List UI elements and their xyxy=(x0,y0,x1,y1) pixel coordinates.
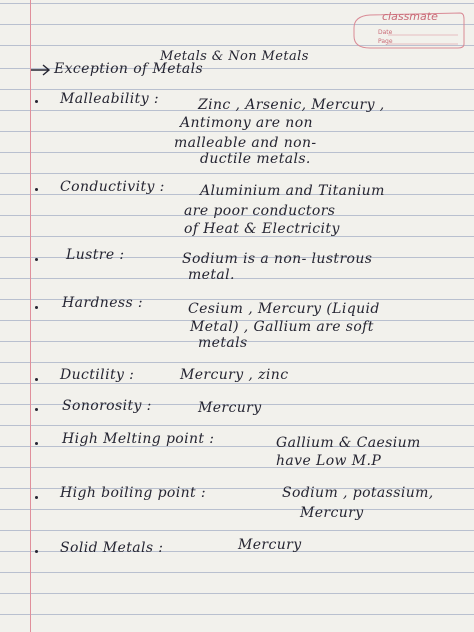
bullet-dot xyxy=(35,550,38,553)
term-high-boiling-point: High boiling point : xyxy=(60,485,207,501)
item-line: metal. xyxy=(188,267,235,283)
item-line: Mercury xyxy=(300,505,364,521)
bullet-dot xyxy=(35,408,38,411)
item-line: malleable and non- xyxy=(174,135,317,151)
bullet-dot xyxy=(35,442,38,445)
bullet-dot xyxy=(35,100,38,103)
item-line: Mercury xyxy=(238,537,302,553)
subtitle: Exception of Metals xyxy=(54,61,204,77)
item-line: Mercury xyxy=(198,400,262,416)
bullet-dot xyxy=(35,378,38,381)
stamp-page-label: Page xyxy=(378,38,393,45)
item-line: Zinc , Arsenic, Mercury , xyxy=(198,97,385,113)
item-line: have Low M.P xyxy=(276,453,382,469)
bullet-dot xyxy=(35,258,38,261)
term-solid-metals: Solid Metals : xyxy=(60,540,164,556)
item-line: Aluminium and Titanium xyxy=(200,183,385,199)
term-high-melting-point: High Melting point : xyxy=(62,431,215,447)
right-arrow-icon xyxy=(30,64,52,76)
item-line: of Heat & Electricity xyxy=(184,221,340,237)
bullet-dot xyxy=(35,496,38,499)
item-line: Sodium is a non- lustrous xyxy=(182,251,373,267)
item-line: Sodium , potassium, xyxy=(282,485,434,501)
item-line: Antimony are non xyxy=(180,115,313,131)
stamp-date-label: Date xyxy=(378,29,393,36)
item-line: are poor conductors xyxy=(184,203,336,219)
item-line: Mercury , zinc xyxy=(180,367,289,383)
margin-line xyxy=(30,0,31,632)
stamp-brand: classmate xyxy=(382,10,438,23)
term-malleability: Malleability : xyxy=(60,91,159,107)
bullet-dot xyxy=(35,188,38,191)
item-line: Metal) , Gallium are soft xyxy=(190,319,374,335)
item-line: ductile metals. xyxy=(200,151,311,167)
item-line: Gallium & Caesium xyxy=(276,435,421,451)
item-line: Cesium , Mercury (Liquid xyxy=(188,301,380,317)
term-conductivity: Conductivity : xyxy=(60,179,165,195)
term-ductility: Ductility : xyxy=(60,367,135,383)
page-title: Metals & Non Metals xyxy=(160,49,309,64)
term-hardness: Hardness : xyxy=(62,295,144,311)
classmate-stamp xyxy=(348,8,466,50)
bullet-dot xyxy=(35,306,38,309)
item-line: metals xyxy=(198,335,248,351)
term-sonorosity: Sonorosity : xyxy=(62,398,152,414)
term-lustre: Lustre : xyxy=(66,247,125,263)
